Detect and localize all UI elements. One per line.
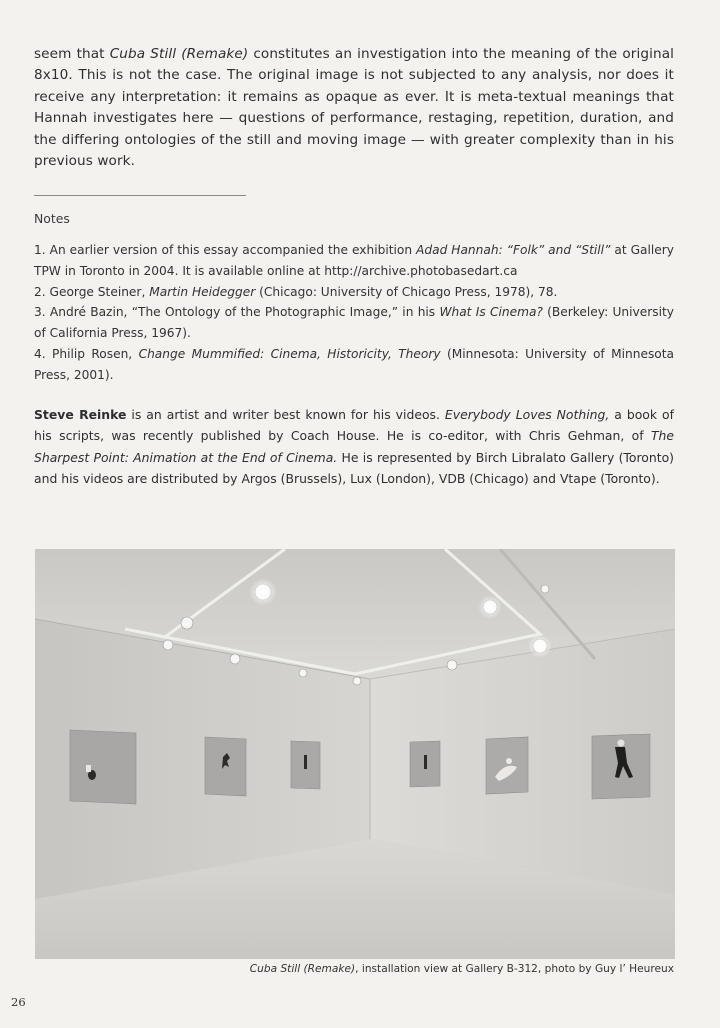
note-text: at Gallery TPW in Toronto in 2004. It is available online at http://archive.photobasedart.ca — [34, 243, 674, 278]
body-paragraph — [34, 44, 674, 172]
page-number: 26 — [11, 995, 26, 1009]
body-text-segment: constitutes an investigation into the meaning of the original 8x10. This is not the case. The original image is not subjected to any analysis, nor does it receive any interpretation: it remains as opaque as ever. It is meta-textual meanings that Hannah investigates here — questions of performance, restaging, repetition, duration, and the differing ontologies of the still and moving image — with greater complexity than in his previous work. — [34, 46, 675, 170]
note-text: (Berkeley: University of California Press, 1967). — [34, 305, 674, 341]
caption-text: , installation view at Gallery B-312, photo by Guy l’ Heureux — [355, 963, 674, 975]
note-item-3 — [34, 302, 674, 344]
note-title: Martin Heidegger — [149, 284, 256, 299]
author-bio — [34, 404, 674, 490]
book-title: Everybody Loves Nothing, — [444, 407, 610, 422]
notes-list — [34, 240, 674, 386]
artwork-title: Cuba Still (Remake) — [109, 46, 249, 62]
notes-divider — [34, 195, 246, 196]
book-title: The Sharpest Point: Animation at the End of Cinema. — [34, 428, 674, 465]
note-title: What Is Cinema? — [439, 305, 543, 320]
caption-title: Cuba Still (Remake) — [249, 963, 356, 975]
notes-heading: Notes — [34, 211, 70, 226]
note-title: Change Mummified: Cinema, Historicity, Theory — [138, 346, 441, 361]
installation-photo — [35, 549, 675, 959]
bio-text: is an artist and writer best known for his videos. — [126, 407, 445, 422]
body-text-segment: seem that — [34, 46, 110, 62]
gallery-illustration — [35, 549, 675, 959]
note-text: 4. Philip Rosen, — [34, 346, 139, 361]
note-text: 3. André Bazin, “The Ontology of the Photographic Image,” in his — [34, 305, 440, 320]
author-name: Steve Reinke — [34, 407, 127, 422]
bio-text: a book of his scripts, was recently published by Coach House. He is co-editor, with Chris Gehman, of — [34, 407, 674, 444]
photo-caption — [250, 963, 674, 975]
note-text: (Minnesota: University of Minnesota Press, 2001). — [34, 346, 674, 382]
note-title: Adad Hannah: “Folk” and “Still” — [416, 243, 611, 257]
note-text: 1. An earlier version of this essay accompanied the exhibition — [34, 243, 417, 257]
note-text: 2. George Steiner, — [34, 284, 150, 299]
note-item-4 — [34, 344, 674, 386]
note-item-1 — [34, 240, 674, 282]
note-item-2 — [34, 282, 674, 303]
bio-text: He is represented by Birch Libralato Gallery (Toronto) and his videos are distributed by Argos (Brussels), Lux (London), VDB (Chicago) and Vtape (Toronto). — [34, 449, 674, 487]
note-text: (Chicago: University of Chicago Press, 1978), 78. — [255, 284, 558, 299]
